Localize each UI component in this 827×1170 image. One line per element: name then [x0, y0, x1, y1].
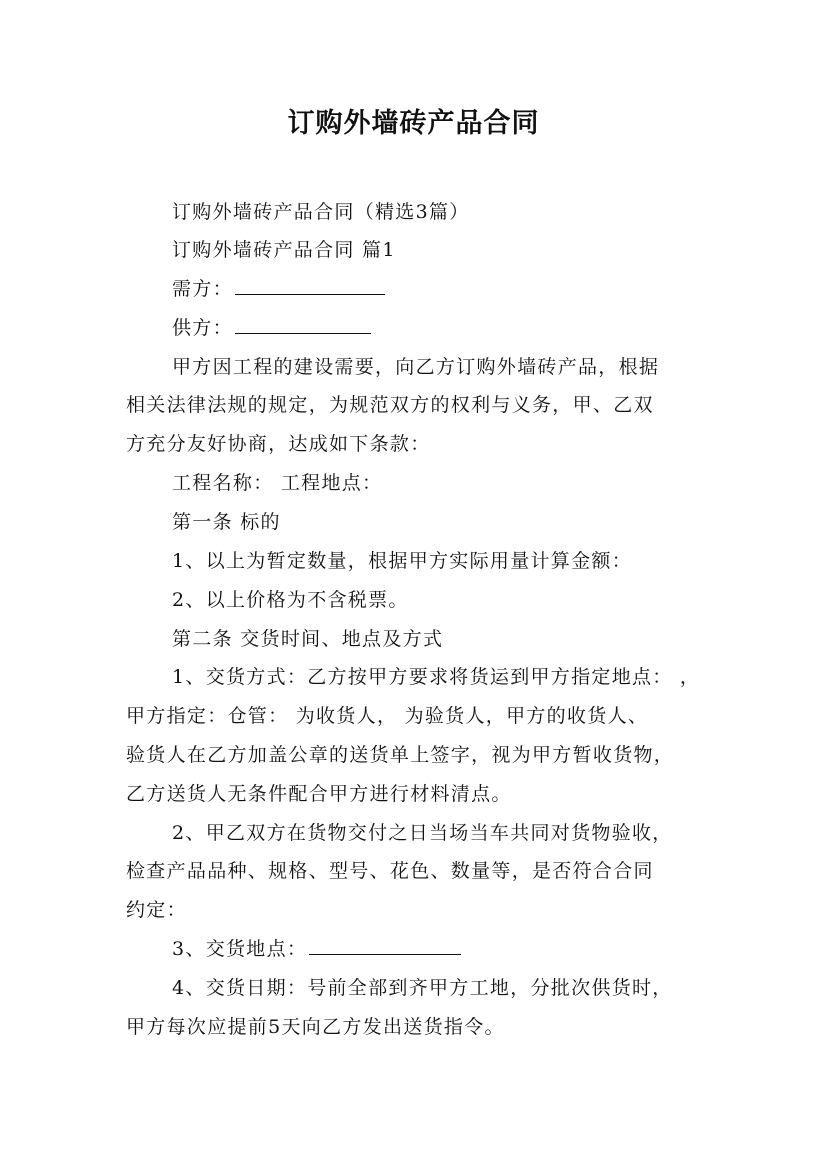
supplier-line [172, 315, 371, 341]
project-info-line: 工程名称： 工程地点： [172, 472, 383, 494]
paragraph-line: 相关法律法规的规定，为规范双方的权利与义务，甲、乙双 [126, 394, 654, 416]
delivery-location-blank [309, 936, 461, 955]
clause-line: 甲方每次应提前5天向乙方发出送货指令。 [126, 1016, 505, 1038]
clause-line: 1、以上为暂定数量，根据甲方实际用量计算金额： [172, 550, 632, 572]
buyer-blank [235, 276, 385, 295]
section-heading: 订购外墙砖产品合同 篇1 [172, 239, 396, 261]
supplier-blank [235, 315, 371, 334]
subtitle-line: 订购外墙砖产品合同（精选3篇） [172, 201, 470, 223]
clause-line: 约定： [126, 899, 187, 921]
clause-line: 2、甲乙双方在货物交付之日当场当车共同对货物验收， [172, 822, 673, 844]
delivery-location-label: 3、交货地点： [172, 938, 308, 960]
paragraph-line: 甲方因工程的建设需要，向乙方订购外墙砖产品，根据 [172, 356, 660, 378]
buyer-line [172, 276, 385, 302]
clause-line: 甲方指定：仓管： 为收货人， 为验货人，甲方的收货人、 [126, 705, 649, 727]
delivery-location-line [172, 936, 461, 962]
clause-line: 1、交货方式：乙方按甲方要求将货运到甲方指定地点： ， [172, 666, 701, 688]
clause-line: 检查产品品种、规格、型号、花色、数量等，是否符合合同 [126, 860, 654, 882]
clause-line: 2、以上价格为不含税票。 [172, 589, 409, 611]
article-heading: 第二条 交货时间、地点及方式 [172, 628, 444, 650]
clause-line: 乙方送货人无条件配合甲方进行材料清点。 [126, 783, 512, 805]
buyer-label: 需方： [172, 278, 233, 300]
paragraph-line: 方充分友好协商，达成如下条款： [126, 433, 431, 455]
article-heading: 第一条 标的 [172, 511, 281, 533]
clause-line: 验货人在乙方加盖公章的送货单上签字，视为甲方暂收货物， [126, 744, 675, 766]
supplier-label: 供方： [172, 317, 233, 339]
document-title: 订购外墙砖产品合同 [287, 108, 540, 139]
clause-line: 4、交货日期：号前全部到齐甲方工地，分批次供货时， [172, 977, 673, 999]
